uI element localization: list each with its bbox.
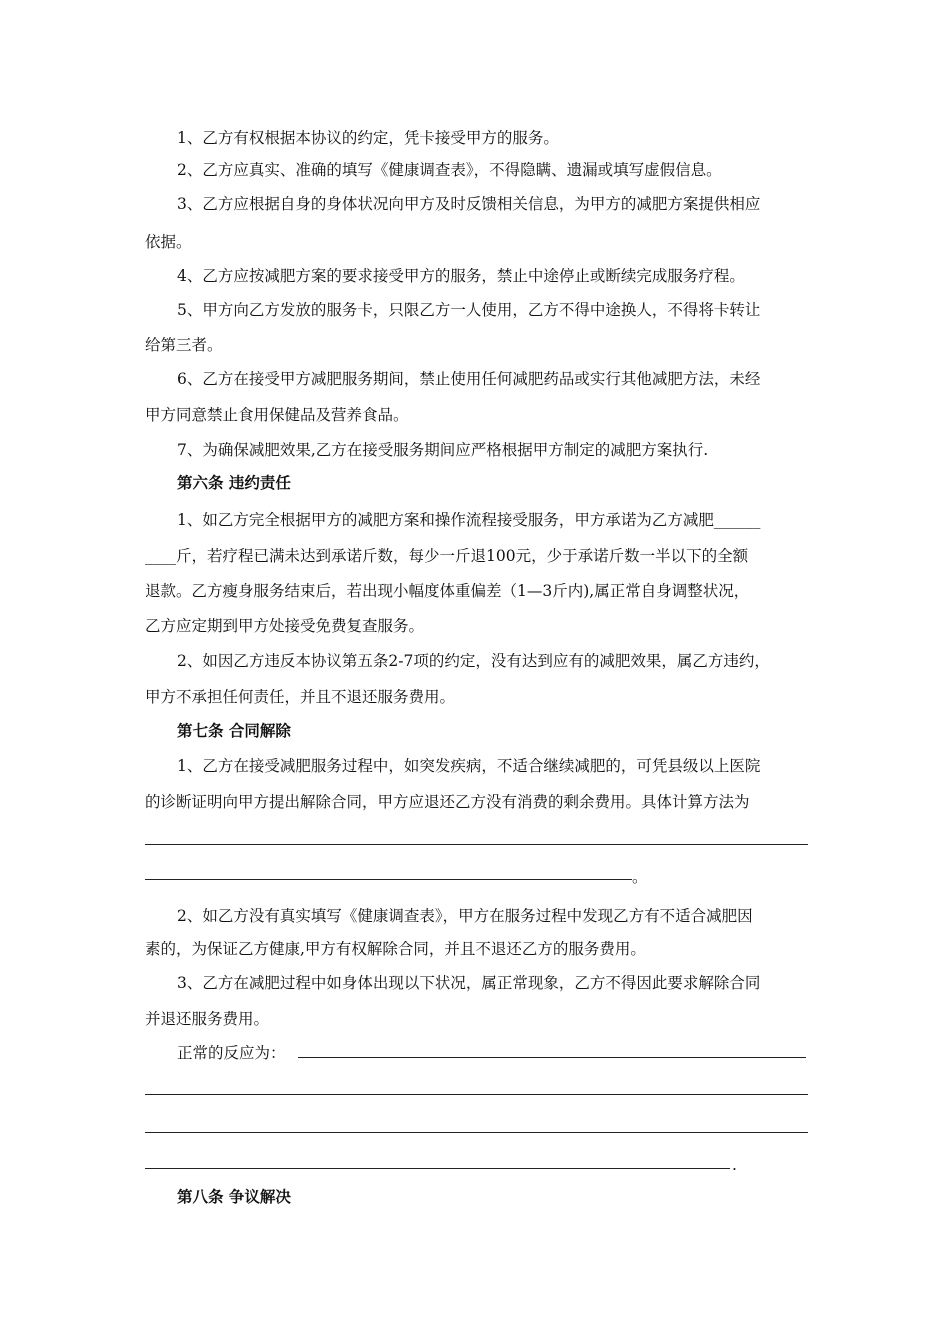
section-heading: 第六条 违约责任: [177, 473, 291, 492]
paragraph-line: 依据。: [145, 233, 192, 251]
paragraph-line: 3、乙方在减肥过程中如身体出现以下状况，属正常现象，乙方不得因此要求解除合同: [177, 974, 761, 992]
section-heading: 第八条 争议解决: [177, 1187, 291, 1206]
paragraph-line: ____斤，若疗程已满未达到承诺斤数，每少一斤退100元，少于承诺斤数一半以下的全额: [145, 547, 749, 565]
paragraph-line: 甲方不承担任何责任，并且不退还服务费用。: [145, 688, 456, 706]
paragraph-line: 6、乙方在接受甲方减肥服务期间，禁止使用任何减肥药品或实行其他减肥方法，未经: [177, 370, 761, 388]
blank-line: [145, 1094, 808, 1095]
blank-line: [145, 1168, 730, 1169]
blank-line: [145, 844, 808, 845]
paragraph-line: 并退还服务费用。: [145, 1010, 270, 1028]
paragraph-line: 退款。乙方瘦身服务结束后，若出现小幅度体重偏差（1—3斤内),属正常自身调整状况，: [145, 582, 750, 600]
paragraph-line: 5、甲方向乙方发放的服务卡，只限乙方一人使用，乙方不得中途换人，不得将卡转让: [177, 301, 761, 319]
paragraph-line: 甲方同意禁止食用保健品及营养食品。: [145, 406, 409, 424]
paragraph-line: 的诊断证明向甲方提出解除合同，甲方应退还乙方没有消费的剩余费用。具体计算方法为: [145, 793, 750, 811]
line-end-mark: 。: [632, 868, 648, 886]
blank-line: [145, 879, 632, 880]
field-label: 正常的反应为：: [177, 1044, 286, 1062]
paragraph-line: 1、乙方在接受减肥服务过程中，如突发疾病，不适合继续减肥的，可凭县级以上医院: [177, 757, 761, 775]
paragraph-line: 4、乙方应按减肥方案的要求接受甲方的服务，禁止中途停止或断续完成服务疗程。: [177, 267, 745, 285]
paragraph-line: 2、如乙方没有真实填写《健康调查表》，甲方在服务过程中发现乙方有不适合减肥因: [177, 907, 753, 925]
paragraph-line: 给第三者。: [145, 336, 223, 354]
paragraph-line: 3、乙方应根据自身的身体状况向甲方及时反馈相关信息，为甲方的减肥方案提供相应: [177, 195, 761, 213]
paragraph-line: 1、乙方有权根据本协议的约定，凭卡接受甲方的服务。: [177, 129, 559, 147]
blank-line: [145, 1132, 808, 1133]
section-heading: 第七条 合同解除: [177, 721, 291, 740]
paragraph-line: 2、如因乙方违反本协议第五条2-7项的约定，没有达到应有的减肥效果，属乙方违约，: [177, 652, 770, 670]
line-end-mark: .: [732, 1156, 737, 1174]
paragraph-line: 乙方应定期到甲方处接受免费复查服务。: [145, 617, 425, 635]
paragraph-line: 7、为确保减肥效果,乙方在接受服务期间应严格根据甲方制定的减肥方案执行.: [177, 441, 709, 459]
paragraph-line: 2、乙方应真实、准确的填写《健康调查表》，不得隐瞒、遗漏或填写虚假信息。: [177, 161, 722, 179]
blank-line: [298, 1057, 806, 1058]
paragraph-line: 1、如乙方完全根据甲方的减肥方案和操作流程接受服务，甲方承诺为乙方减肥______: [177, 511, 761, 529]
paragraph-line: 素的，为保证乙方健康,甲方有权解除合同，并且不退还乙方的服务费用。: [145, 940, 646, 958]
